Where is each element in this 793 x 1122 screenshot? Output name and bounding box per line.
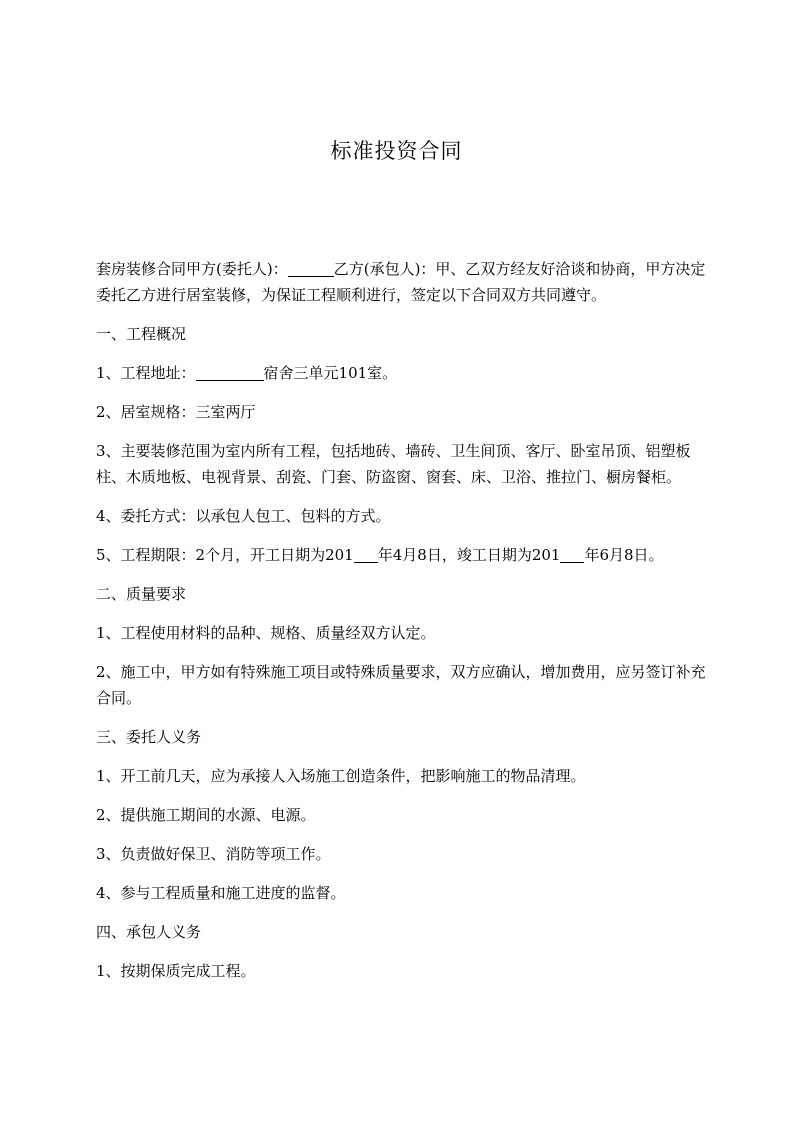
clause-1-1 <box>96 360 708 386</box>
clause-1-1-label: 1、工程地址： <box>96 364 196 382</box>
clause-1-1-text: 宿舍三单元101室。 <box>263 364 398 382</box>
intro-text-a: 套房装修合同甲方(委托人)： <box>96 260 288 278</box>
intro-paragraph <box>96 256 708 308</box>
clause-1-5-text-a: 5、工程期限：2个月，开工日期为201 <box>96 546 354 564</box>
section-1-heading: 一、工程概况 <box>96 325 187 343</box>
document-title: 标准投资合同 <box>330 139 463 163</box>
section-2-heading: 二、质量要求 <box>96 585 187 603</box>
clause-1-3: 3、主要装修范围为室内所有工程，包括地砖、墙砖、卫生间顶、客厅、卧室吊顶、铝塑板柱、木质地板、电视背景、刮瓷、门套、防盗窗、窗套、床、卫浴、推拉门、橱房餐柜。 <box>96 442 691 486</box>
clause-3-1: 1、开工前几天，应为承接人入场施工创造条件，把影响施工的物品清理。 <box>96 767 586 785</box>
clause-1-5-text-c: 年6月8日。 <box>584 546 664 564</box>
section-4-heading: 四、承包人义务 <box>96 923 202 941</box>
end-year-blank <box>560 544 584 563</box>
start-year-blank <box>354 544 378 563</box>
intro-text-b: 乙方(承包人)：甲、乙双方经友好洽谈和协商，甲方决定委托乙方进行居室装修，为保证工程顺利进行，签定以下合同双方共同遵守。 <box>96 260 706 304</box>
clause-4-1: 1、按期保质完成工程。 <box>96 962 256 980</box>
address-blank <box>196 362 264 381</box>
document-body <box>96 256 708 997</box>
clause-2-2: 2、施工中，甲方如有特殊施工项目或特殊质量要求，双方应确认，增加费用，应另签订补充合同。 <box>96 663 706 707</box>
section-3-heading: 三、委托人义务 <box>96 728 202 746</box>
clause-3-4: 4、参与工程质量和施工进度的监督。 <box>96 884 346 902</box>
clause-1-5-text-b: 年4月8日，竣工日期为201 <box>377 546 561 564</box>
clause-1-5 <box>96 542 708 568</box>
clause-3-2: 2、提供施工期间的水源、电源。 <box>96 806 316 824</box>
clause-1-2: 2、居室规格：三室两厅 <box>96 403 256 421</box>
client-name-blank <box>288 258 334 277</box>
clause-1-4: 4、委托方式：以承包人包工、包料的方式。 <box>96 507 391 525</box>
clause-3-3: 3、负责做好保卫、消防等项工作。 <box>96 845 331 863</box>
clause-2-1: 1、工程使用材料的品种、规格、质量经双方认定。 <box>96 624 436 642</box>
